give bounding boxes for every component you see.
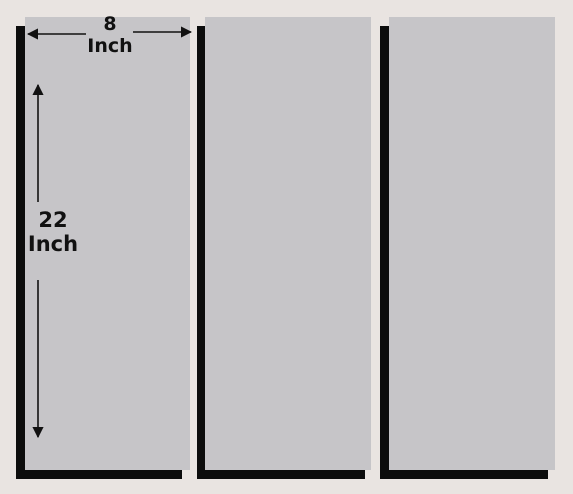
width-unit: Inch: [87, 34, 133, 57]
height-value: 22: [38, 208, 68, 232]
height-dimension-label: [24, 208, 82, 256]
width-value: 8: [103, 13, 117, 35]
height-unit: Inch: [27, 232, 79, 257]
width-dimension-label: [84, 14, 136, 58]
